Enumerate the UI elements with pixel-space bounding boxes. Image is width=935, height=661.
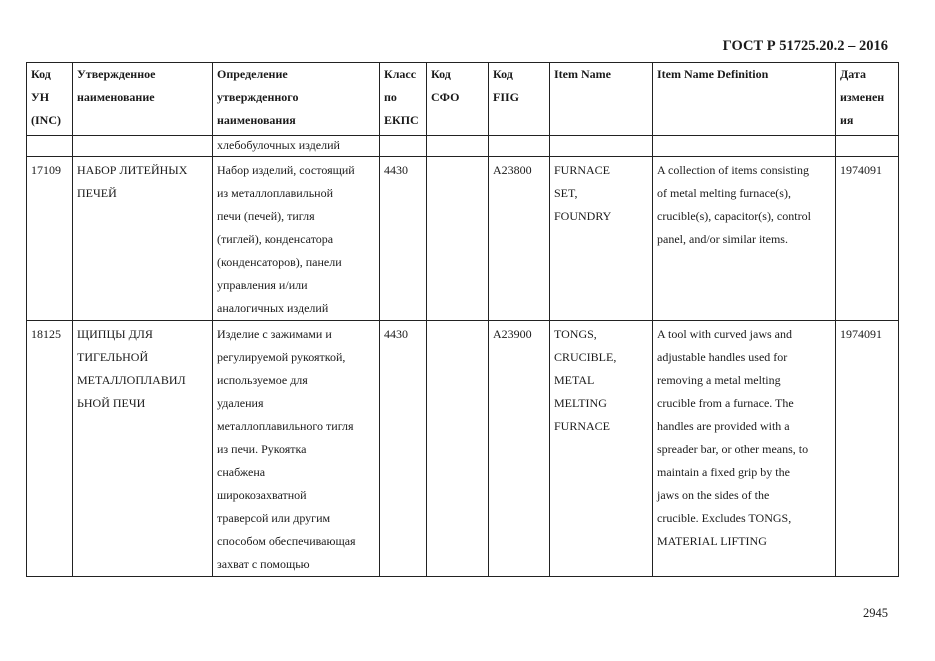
table-cell-sfo-code [427,321,489,577]
column-header-approved-name: Утвержденное наименование [73,63,213,136]
table-cell [73,136,213,157]
column-header-ekps-class: Класс по ЕКПС [380,63,427,136]
column-header-item-name-definition: Item Name Definition [653,63,836,136]
table-cell-change-date: 1974091 [836,157,899,321]
table-cell-approved-name: НАБОР ЛИТЕЙНЫХ ПЕЧЕЙ [73,157,213,321]
table-cell-change-date: 1974091 [836,321,899,577]
table-cell [27,136,73,157]
table-cell-fiig-code: A23900 [489,321,550,577]
column-header-inc: Код УН (INC) [27,63,73,136]
table-cell-ekps-class: 4430 [380,321,427,577]
column-header-fiig-code: Код FIIG [489,63,550,136]
table-cell-item-name: FURNACE SET, FOUNDRY [550,157,653,321]
table-cell-definition: Набор изделий, состоящий из металлоплавильной печи (печей), тигля (тиглей), конденсатора (конденсаторов), панели управления и/или аналогичных изделий [213,157,380,321]
table-cell [489,136,550,157]
table-cell [836,136,899,157]
table-cell [550,136,653,157]
table-row [27,321,899,577]
table-cell-inc: 17109 [27,157,73,321]
table-row [27,157,899,321]
table-cell-item-name-definition: A collection of items consisting of metal melting furnace(s), crucible(s), capacitor(s), control panel, and/or similar items. [653,157,836,321]
nomenclature-table [26,62,899,577]
column-header-definition: Определение утвержденного наименования [213,63,380,136]
table-cell-ekps-class: 4430 [380,157,427,321]
table-cell-fiig-code: A23800 [489,157,550,321]
table-cell [653,136,836,157]
column-header-change-date: Дата изменен ия [836,63,899,136]
table-cell [380,136,427,157]
table-cell-approved-name: ЩИПЦЫ ДЛЯ ТИГЕЛЬНОЙ МЕТАЛЛОПЛАВИЛ ЬНОЙ ПЕЧИ [73,321,213,577]
table-cell-item-name-definition: A tool with curved jaws and adjustable handles used for removing a metal melting crucible from a furnace. The handles are provided with a spreader bar, or other means, to maintain a fixed grip by the jaws on the sides of the crucible. Excludes TONGS, MATERIAL LIFTING [653,321,836,577]
table-row-continuation [27,136,899,157]
table-cell-sfo-code [427,157,489,321]
table-header-row [27,63,899,136]
table-cell-definition: хлебобулочных изделий [213,136,380,157]
table-cell-definition: Изделие с зажимами и регулируемой рукояткой, используемое для удаления металлоплавильного тигля из печи. Рукоятка снабжена широкозахватной траверсой или другим способом обеспечивающая захват с помощью [213,321,380,577]
table-cell-inc: 18125 [27,321,73,577]
column-header-item-name: Item Name [550,63,653,136]
page-number: 2945 [863,606,888,620]
column-header-sfo-code: Код СФО [427,63,489,136]
document-standard-header: ГОСТ Р 51725.20.2 – 2016 [722,38,888,54]
table-cell-item-name: TONGS, CRUCIBLE, METAL MELTING FURNACE [550,321,653,577]
table-cell [427,136,489,157]
